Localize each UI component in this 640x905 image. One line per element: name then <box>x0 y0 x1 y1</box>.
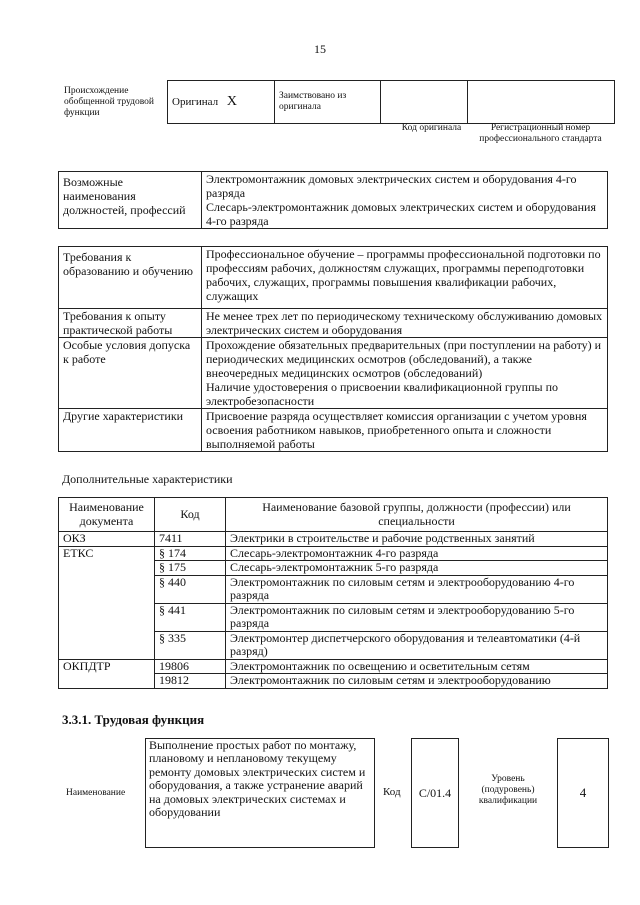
etks-name: Слесарь-электромонтажник 5-го разряда <box>226 561 608 576</box>
header-code: Код <box>155 498 226 532</box>
origin-label: Происхождение обобщенной трудовой функции <box>64 85 154 118</box>
etks-code: § 441 <box>155 603 226 631</box>
okpdtr-name: Электромонтажник по освещению и осветительным сетям <box>226 659 608 674</box>
req-admission-value: Прохождение обязательных предварительных (при поступлении на работу) и периодических медицинских осмотров (обследований), а также внеочередных медицинских осмотров (обследований) <box>206 338 602 380</box>
function-name-label: Наименование <box>66 788 126 798</box>
original-mark: X <box>226 94 237 109</box>
etks-code: § 335 <box>155 631 226 659</box>
okz-name: Электрики в строительстве и рабочие родственных занятий <box>226 532 608 547</box>
requirements-table <box>58 246 608 452</box>
position-2: Слесарь-электромонтажник домовых электрических систем и оборудования 4-го разряда <box>206 200 596 228</box>
reg-caption: Регистрационный номер профессионального стандарта <box>479 123 602 144</box>
header-name: Наименование базовой группы, должности (профессии) или специальности <box>226 498 608 532</box>
req-admission-value-2: Наличие удостоверения о присвоении квалификационной группы по электробезопасности <box>206 380 559 408</box>
additional-table <box>58 497 608 689</box>
okz-code: 7411 <box>155 532 226 547</box>
okpdtr-doc: ОКПДТР <box>59 659 155 688</box>
code-caption: Код оригинала <box>401 123 462 133</box>
etks-name: Электромонтажник по силовым сетям и электрооборудованию 4-го разряда <box>226 575 608 603</box>
page-number: 15 <box>314 42 326 56</box>
etks-code: § 175 <box>155 561 226 576</box>
additional-heading: Дополнительные характеристики <box>62 472 233 486</box>
req-education-label: Требования к образованию и обучению <box>59 247 202 309</box>
original-cell <box>168 81 275 124</box>
okpdtr-name: Электромонтажник по силовым сетям и электрооборудованию <box>226 674 608 689</box>
etks-code: § 174 <box>155 546 226 561</box>
etks-doc: ЕТКС <box>59 546 155 659</box>
req-other-value: Присвоение разряда осуществляет комиссия организации с учетом уровня освоения работником навыков, приобретенного опыта и сложности выполняемой работы <box>202 409 608 452</box>
req-other-label: Другие характеристики <box>59 409 202 452</box>
req-admission-label: Особые условия допуска к работе <box>59 338 202 409</box>
etks-name: Электромонтажник по силовым сетям и электрооборудованию 5-го разряда <box>226 603 608 631</box>
okpdtr-code: 19806 <box>155 659 226 674</box>
okz-doc: ОКЗ <box>59 532 155 547</box>
position-1: Электромонтажник домовых электрических систем и оборудования 4-го разряда <box>206 172 577 200</box>
req-experience-value: Не менее трех лет по периодическому техническому обслуживанию домовых электрических систем и оборудования <box>202 309 608 338</box>
okpdtr-code: 19812 <box>155 674 226 689</box>
borrowed-label: Заимствовано из оригинала <box>275 81 381 124</box>
function-name-value: Выполнение простых работ по монтажу, плановому и неплановому текущему ремонту домовых электрических систем и оборудования, а также устранение аварий на домовых электрических системах и оборудовании <box>145 738 375 848</box>
req-education-value: Профессиональное обучение – программы профессиональной подготовки по профессиям рабочих, должностям служащих, программы переподготовки рабочих, служащих, программы повышения квалификации рабочих, служащих <box>202 247 608 309</box>
origin-table <box>64 80 615 124</box>
function-code-value: C/01.4 <box>411 738 459 848</box>
req-experience-label: Требования к опыту практической работы <box>59 309 202 338</box>
etks-code: § 440 <box>155 575 226 603</box>
function-level-value: 4 <box>557 738 609 848</box>
etks-name: Слесарь-электромонтажник 4-го разряда <box>226 546 608 561</box>
positions-table <box>58 171 608 229</box>
reg-number-cell <box>468 81 615 124</box>
etks-name: Электромонтер диспетчерского оборудования и телеавтоматики (4-й разряд) <box>226 631 608 659</box>
original-code-cell <box>381 81 468 124</box>
function-heading: 3.3.1. Трудовая функция <box>62 712 205 727</box>
positions-label: Возможные наименования должностей, профессий <box>59 172 202 229</box>
function-level-label: Уровень (подуровень) квалификации <box>478 774 538 806</box>
header-doc: Наименование документа <box>59 498 155 532</box>
function-code-label: Код <box>383 786 401 798</box>
original-label: Оригинал <box>172 96 219 108</box>
